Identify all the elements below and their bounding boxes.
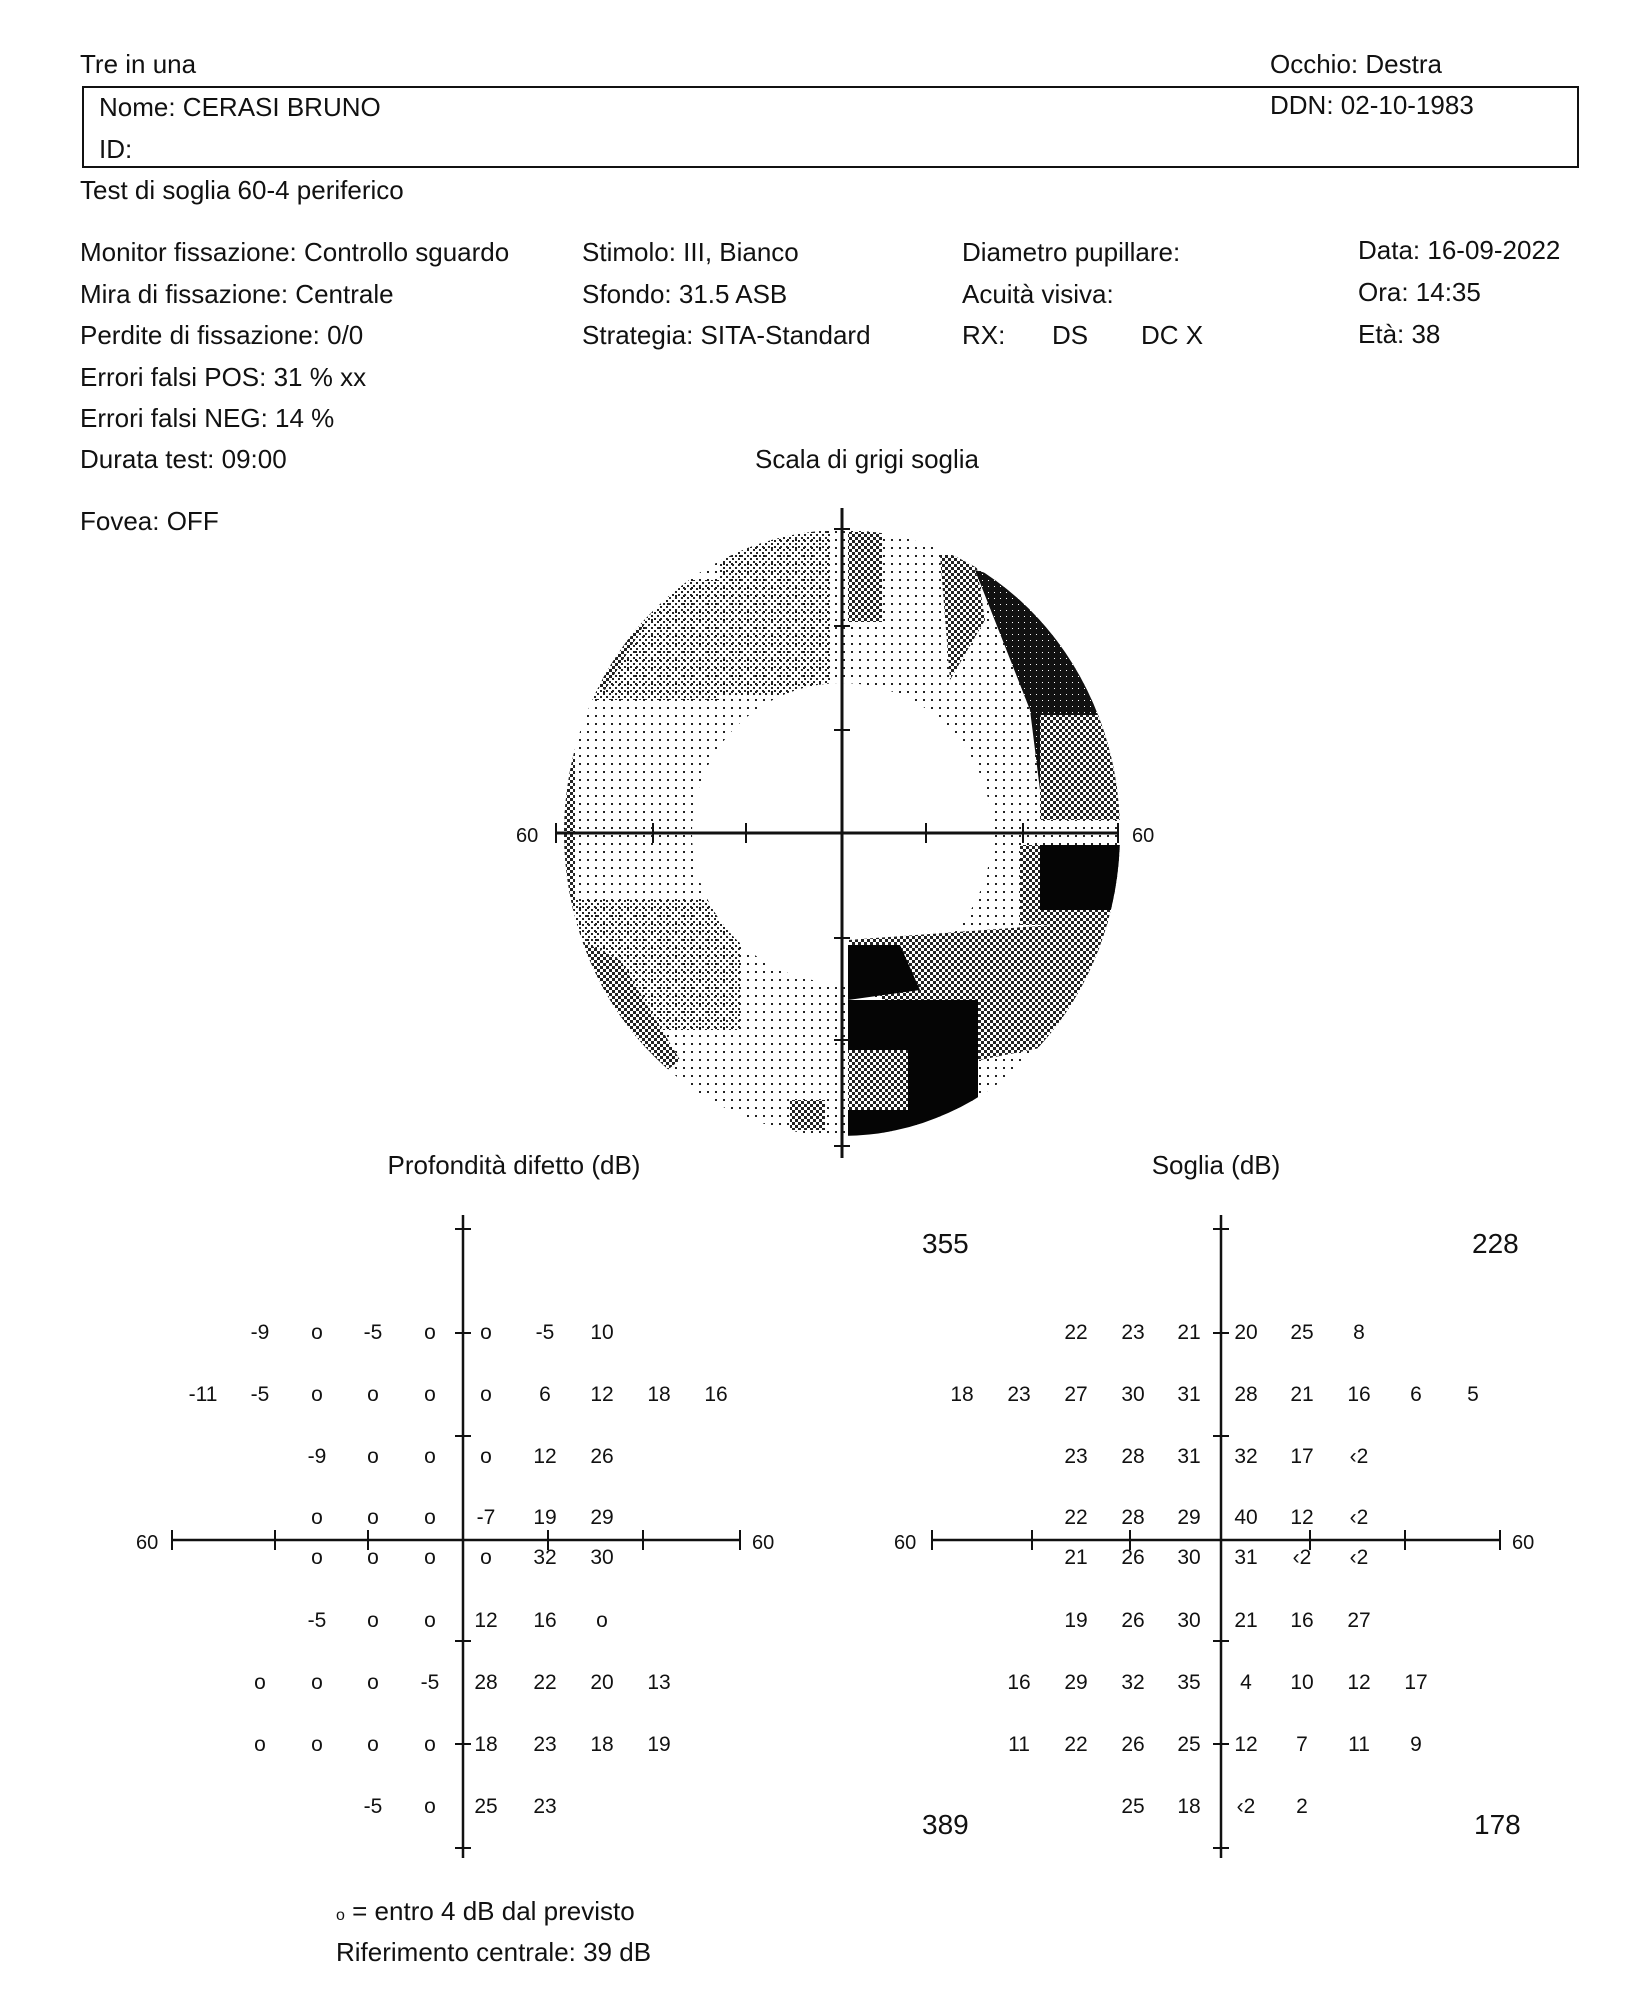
- threshold-value: 30: [1121, 1383, 1145, 1406]
- threshold-value: 25: [1121, 1795, 1145, 1818]
- defect-value: 26: [590, 1445, 614, 1468]
- gs-upper-center-dense: [720, 525, 830, 695]
- defect-value: o: [311, 1321, 323, 1344]
- threshold-value: 19: [1064, 1609, 1088, 1632]
- threshold-value: 11: [1008, 1733, 1030, 1756]
- threshold-value: 22: [1064, 1733, 1088, 1756]
- param-ds: DS: [1052, 320, 1089, 350]
- defect-value: -5: [250, 1383, 270, 1406]
- gs-right-lower-black: [1040, 845, 1120, 910]
- threshold-value: 11: [1348, 1733, 1370, 1756]
- defect-value: 19: [647, 1733, 671, 1756]
- defect-value: o: [254, 1733, 266, 1756]
- test-program: Test di soglia 60-4 periferico: [80, 175, 404, 205]
- defect-value: 23: [533, 1795, 557, 1818]
- threshold-value: 22: [1064, 1321, 1088, 1344]
- reference-value: Riferimento centrale: 39 dB: [336, 1937, 652, 1967]
- param-stimulus: Stimolo: III, Bianco: [582, 237, 799, 267]
- threshold-value: 21: [1290, 1383, 1314, 1406]
- defect-axis-left-label: 60: [136, 1532, 159, 1554]
- threshold-axis-right-label: 60: [1512, 1532, 1535, 1554]
- defect-title: Profondità difetto (dB): [387, 1150, 641, 1180]
- param-duration: Durata test: 09:00: [80, 444, 287, 474]
- defect-value: 12: [590, 1383, 614, 1406]
- threshold-value: 8: [1353, 1321, 1365, 1344]
- threshold-value: 17: [1290, 1445, 1314, 1468]
- param-strategy: Strategia: SITA-Standard: [582, 320, 871, 350]
- defect-value: 29: [590, 1506, 614, 1529]
- threshold-value: 18: [1177, 1795, 1201, 1818]
- defect-value: o: [480, 1321, 492, 1344]
- threshold-value: 17: [1404, 1671, 1428, 1694]
- threshold-sum-top-left: 355: [922, 1228, 969, 1259]
- threshold-value: 31: [1177, 1383, 1201, 1406]
- threshold-value: 23: [1007, 1383, 1031, 1406]
- param-false-pos: Errori falsi POS: 31 % xx: [80, 362, 367, 392]
- patient-dob: DDN: 02-10-1983: [1270, 90, 1474, 120]
- threshold-sum-bottom-left: 389: [922, 1809, 969, 1840]
- threshold-value: 26: [1121, 1733, 1145, 1756]
- threshold-value: 2: [1296, 1795, 1308, 1818]
- defect-value: 18: [474, 1733, 498, 1756]
- defect-value: o: [424, 1445, 436, 1468]
- defect-value: 16: [704, 1383, 728, 1406]
- param-date: Data: 16-09-2022: [1358, 235, 1561, 265]
- threshold-value: 26: [1121, 1546, 1145, 1569]
- test-name: Tre in una: [80, 49, 197, 79]
- threshold-value: 22: [1064, 1506, 1088, 1529]
- threshold-value: 23: [1121, 1321, 1145, 1344]
- threshold-value: 28: [1234, 1383, 1258, 1406]
- defect-value: o: [424, 1506, 436, 1529]
- gs-axis-left-label: 60: [516, 825, 539, 847]
- defect-value: o: [311, 1506, 323, 1529]
- threshold-value: 28: [1121, 1445, 1145, 1468]
- gs-upper-right-patch: [848, 532, 882, 622]
- gs-upper-left-dense: [560, 580, 720, 700]
- threshold-axis-left-label: 60: [894, 1532, 917, 1554]
- threshold-value: 16: [1290, 1609, 1314, 1632]
- param-fixation-target: Mira di fissazione: Centrale: [80, 279, 394, 309]
- threshold-value: 27: [1064, 1383, 1088, 1406]
- defect-value: o: [311, 1733, 323, 1756]
- defect-value: -5: [363, 1795, 383, 1818]
- param-rx: RX:: [962, 320, 1006, 350]
- defect-value: o: [311, 1671, 323, 1694]
- defect-value: o: [367, 1383, 379, 1406]
- defect-value: -5: [420, 1671, 440, 1694]
- defect-value: -7: [476, 1506, 496, 1529]
- param-fixation-monitor: Monitor fissazione: Controllo sguardo: [80, 237, 510, 267]
- threshold-value: 5: [1467, 1383, 1479, 1406]
- defect-value: o: [367, 1671, 379, 1694]
- threshold-value: 29: [1064, 1671, 1088, 1694]
- threshold-title: Soglia (dB): [1151, 1150, 1281, 1180]
- greyscale-field: [560, 525, 1120, 1150]
- defect-value: 28: [474, 1671, 498, 1694]
- defect-value: -11: [188, 1383, 218, 1406]
- defect-value: o: [367, 1546, 379, 1569]
- threshold-value: 30: [1177, 1609, 1201, 1632]
- defect-value: 23: [533, 1733, 557, 1756]
- defect-value: 30: [590, 1546, 614, 1569]
- defect-value: o: [424, 1546, 436, 1569]
- threshold-value: 6: [1410, 1383, 1422, 1406]
- defect-value: o: [424, 1795, 436, 1818]
- threshold-value: 29: [1177, 1506, 1201, 1529]
- defect-value: 18: [590, 1733, 614, 1756]
- defect-value: o: [480, 1383, 492, 1406]
- threshold-value: 31: [1234, 1546, 1258, 1569]
- threshold-value: 20: [1234, 1321, 1258, 1344]
- threshold-value: 10: [1290, 1671, 1314, 1694]
- threshold-value: 32: [1234, 1445, 1258, 1468]
- defect-value: o: [424, 1733, 436, 1756]
- patient-id: ID:: [99, 134, 133, 164]
- threshold-value: 40: [1234, 1506, 1258, 1529]
- defect-value: -5: [307, 1609, 327, 1632]
- defect-value: o: [367, 1609, 379, 1632]
- defect-value: 20: [590, 1671, 614, 1694]
- patient-name: Nome: CERASI BRUNO: [99, 92, 381, 122]
- defect-value: o: [424, 1609, 436, 1632]
- gs-left-edge: [560, 700, 575, 910]
- param-age: Età: 38: [1358, 319, 1441, 349]
- defect-value: o: [367, 1445, 379, 1468]
- param-fovea: Fovea: OFF: [80, 506, 219, 536]
- threshold-value: 7: [1296, 1733, 1308, 1756]
- defect-value: 13: [647, 1671, 671, 1694]
- param-fixation-losses: Perdite di fissazione: 0/0: [80, 320, 364, 350]
- threshold-plot: [894, 1215, 1534, 1858]
- defect-value: 25: [474, 1795, 498, 1818]
- legend-symbol: o: [336, 1907, 345, 1924]
- threshold-sum-top-right: 228: [1472, 1228, 1519, 1259]
- legend-line: [336, 1896, 635, 1931]
- gs-lower-right-grey-inner: [848, 1050, 908, 1110]
- threshold-value: 23: [1064, 1445, 1088, 1468]
- param-false-neg: Errori falsi NEG: 14 %: [80, 403, 335, 433]
- param-time: Ora: 14:35: [1358, 277, 1481, 307]
- threshold-value: ‹2: [1236, 1795, 1256, 1818]
- threshold-value: ‹2: [1292, 1546, 1312, 1569]
- greyscale-plot: [516, 508, 1154, 1158]
- legend-text: = entro 4 dB dal previsto: [352, 1896, 635, 1926]
- defect-value: -9: [307, 1445, 327, 1468]
- threshold-value: ‹2: [1349, 1506, 1369, 1529]
- threshold-value: 30: [1177, 1546, 1201, 1569]
- threshold-value: 16: [1007, 1671, 1031, 1694]
- eye-label: Occhio: Destra: [1270, 49, 1442, 79]
- defect-value: o: [480, 1445, 492, 1468]
- defect-value: -5: [363, 1321, 383, 1344]
- defect-plot: [136, 1215, 774, 1858]
- defect-value: o: [367, 1733, 379, 1756]
- defect-value: o: [424, 1383, 436, 1406]
- threshold-value: 32: [1121, 1671, 1145, 1694]
- defect-value: -5: [535, 1321, 555, 1344]
- threshold-value: 25: [1177, 1733, 1201, 1756]
- param-pupil: Diametro pupillare:: [962, 237, 1181, 267]
- defect-value: 16: [533, 1609, 557, 1632]
- threshold-value: 21: [1177, 1321, 1201, 1344]
- defect-value: o: [311, 1546, 323, 1569]
- threshold-value: ‹2: [1349, 1546, 1369, 1569]
- threshold-value: ‹2: [1349, 1445, 1369, 1468]
- defect-value: -9: [250, 1321, 270, 1344]
- param-acuity: Acuità visiva:: [962, 279, 1114, 309]
- threshold-value: 27: [1347, 1609, 1371, 1632]
- defect-value: 22: [533, 1671, 557, 1694]
- threshold-value: 21: [1064, 1546, 1088, 1569]
- threshold-value: 35: [1177, 1671, 1201, 1694]
- defect-value: o: [254, 1671, 266, 1694]
- defect-value: 18: [647, 1383, 671, 1406]
- threshold-value: 12: [1234, 1733, 1258, 1756]
- threshold-value: 4: [1240, 1671, 1252, 1694]
- threshold-value: 26: [1121, 1609, 1145, 1632]
- threshold-value: 28: [1121, 1506, 1145, 1529]
- param-dc: DC X: [1141, 320, 1204, 350]
- threshold-value: 31: [1177, 1445, 1201, 1468]
- defect-value: 32: [533, 1546, 557, 1569]
- threshold-value: 18: [950, 1383, 974, 1406]
- threshold-value: 16: [1347, 1383, 1371, 1406]
- defect-value: o: [311, 1383, 323, 1406]
- defect-value: o: [424, 1321, 436, 1344]
- defect-value: 6: [539, 1383, 551, 1406]
- defect-value: 12: [474, 1609, 498, 1632]
- gs-bottom-spot: [790, 1100, 825, 1130]
- defect-value: o: [596, 1609, 608, 1632]
- defect-value: 12: [533, 1445, 557, 1468]
- threshold-sum-bottom-right: 178: [1474, 1809, 1521, 1840]
- threshold-value: 12: [1347, 1671, 1371, 1694]
- param-background: Sfondo: 31.5 ASB: [582, 279, 788, 309]
- defect-value: o: [367, 1506, 379, 1529]
- threshold-value: 12: [1290, 1506, 1314, 1529]
- defect-axis-right-label: 60: [752, 1532, 775, 1554]
- greyscale-title: Scala di grigi soglia: [754, 444, 980, 474]
- gs-right-grey: [1040, 715, 1120, 820]
- threshold-value: 9: [1410, 1733, 1422, 1756]
- defect-value: 10: [590, 1321, 614, 1344]
- defect-value: o: [480, 1546, 492, 1569]
- threshold-value: 21: [1234, 1609, 1258, 1632]
- defect-value: 19: [533, 1506, 557, 1529]
- gs-axis-right-label: 60: [1132, 825, 1155, 847]
- threshold-value: 25: [1290, 1321, 1314, 1344]
